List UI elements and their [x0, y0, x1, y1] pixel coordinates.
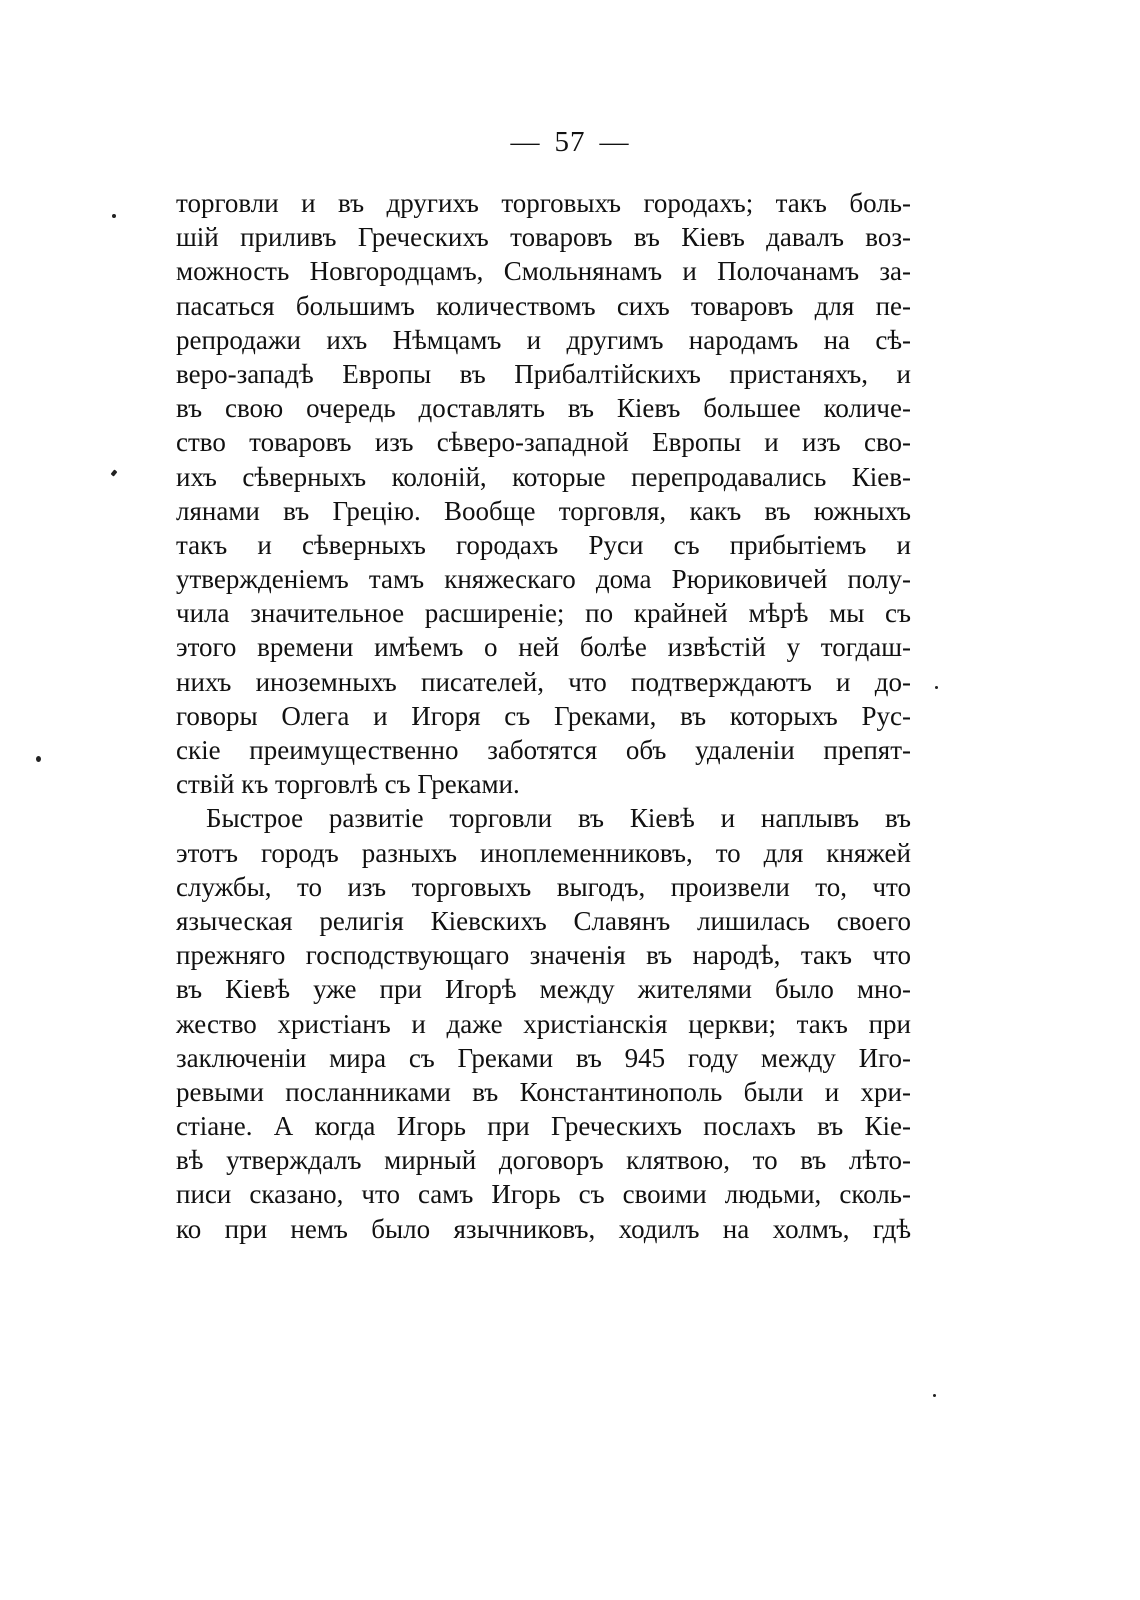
text-line: пасаться большимъ количествомъ сихъ товаровъ для пе- [176, 290, 911, 321]
text-line: нихъ иноземныхъ писателей, что подтверждаютъ и до- [176, 666, 911, 697]
text-line: лянами въ Грецію. Вообще торговля, какъ въ южныхъ [176, 495, 911, 526]
body-text [176, 186, 911, 1246]
text-line: ихъ сѣверныхъ колоній, которые перепродавались Кіев- [176, 461, 911, 492]
text-line: ство товаровъ изъ сѣверо-западной Европы и изъ сво- [176, 427, 911, 458]
scan-speck [111, 469, 118, 476]
text-line: Быстрое развитіе торговли въ Кіевѣ и наплывъ въ [206, 803, 911, 834]
text-line: скіе преимущественно заботятся объ удаленіи препят- [176, 735, 911, 765]
text-line: прежняго господствующаго значенія въ народѣ, такъ что [176, 940, 911, 971]
text-line: жество христіанъ и даже христіанскія церкви; такъ при [176, 1008, 911, 1039]
page-number-dash-right: — [599, 126, 630, 158]
scan-speck [935, 686, 938, 689]
paragraph-2 [176, 801, 911, 1245]
text-line: въ свою очередь доставлять въ Кіевъ большее количе- [176, 393, 911, 424]
text-line: ревыми посланниками въ Константинополь были и хри- [176, 1076, 911, 1107]
text-line: стіане. А когда Игорь при Греческихъ послахъ въ Кіе- [176, 1111, 911, 1142]
text-line: можность Новгородцамъ, Смольнянамъ и Полочанамъ за- [176, 256, 911, 287]
text-line: писи сказано, что самъ Игорь съ своими людьми, сколь- [176, 1179, 911, 1210]
page-number [0, 126, 1140, 159]
text-line: шій приливъ Греческихъ товаровъ въ Кіевъ давалъ воз- [176, 222, 911, 253]
text-line: ко при немъ было язычниковъ, ходилъ на холмъ, гдѣ [176, 1213, 911, 1244]
text-line: веро-западѣ Европы въ Прибалтійскихъ пристаняхъ, и [176, 358, 911, 389]
text-line: этотъ городъ разныхъ иноплеменниковъ, то для княжей [176, 837, 911, 868]
text-line: въ Кіевѣ уже при Игорѣ между жителями было мно- [176, 974, 911, 1005]
text-line: торговли и въ другихъ торговыхъ городахъ; такъ боль- [176, 188, 911, 218]
text-line: этого времени имѣемъ о ней болѣе извѣстій у тогдаш- [176, 632, 911, 663]
text-line: службы, то изъ торговыхъ выгодъ, произвели то, что [176, 871, 911, 902]
scan-speck [36, 756, 41, 762]
scan-speck [933, 1394, 936, 1397]
text-line: репродажи ихъ Нѣмцамъ и другимъ народамъ на сѣ- [176, 324, 911, 355]
text-line: говоры Олега и Игоря съ Греками, въ которыхъ Рус- [176, 700, 911, 731]
text-line: такъ и сѣверныхъ городахъ Руси съ прибытіемъ и [176, 529, 911, 560]
page-number-value: 57 [554, 126, 586, 158]
text-line: заключеніи мира съ Греками въ 945 году между Иго- [176, 1042, 911, 1073]
text-line: языческая религія Кіевскихъ Славянъ лишилась своего [176, 905, 911, 936]
text-line: чила значительное расширеніе; по крайней мѣрѣ мы съ [176, 598, 911, 629]
text-line: ствій къ торговлѣ съ Греками. [176, 769, 520, 800]
scan-speck [112, 214, 116, 218]
text-line: утвержденіемъ тамъ княжескаго дома Рюриковичей полу- [176, 564, 911, 595]
text-line: вѣ утверждалъ мирный договоръ клятвою, то въ лѣто- [176, 1145, 911, 1176]
page-number-dash-left: — [510, 126, 541, 158]
paragraph-1 [176, 186, 911, 801]
